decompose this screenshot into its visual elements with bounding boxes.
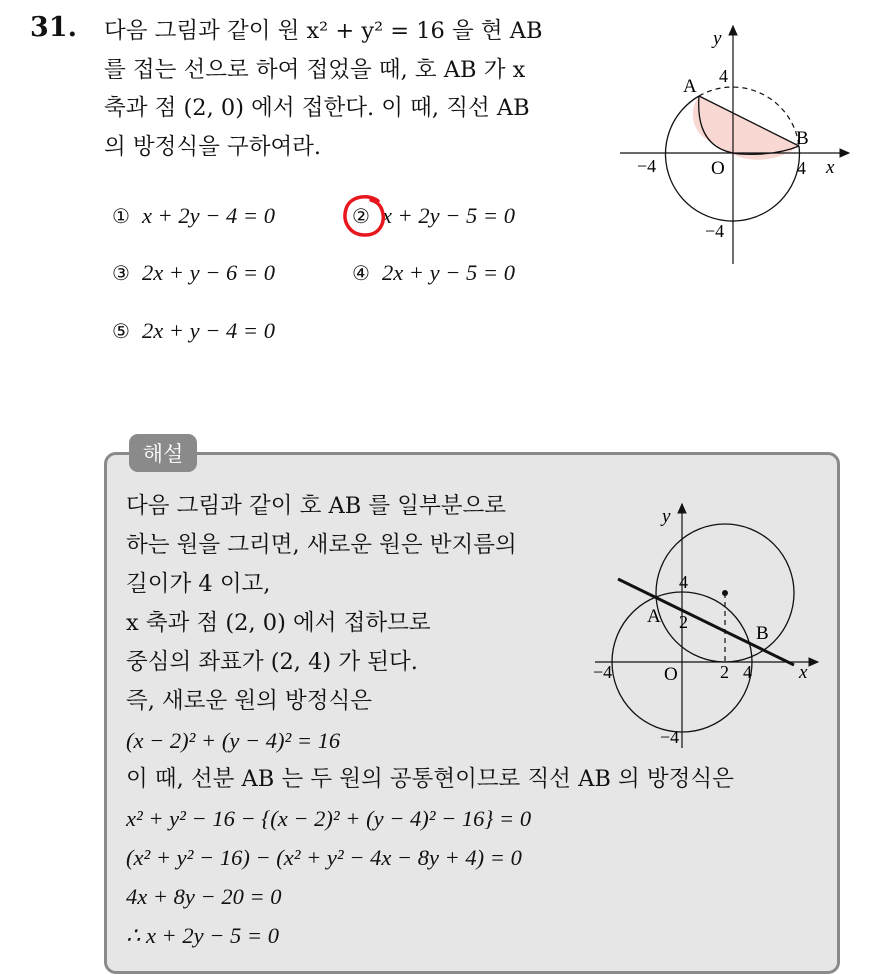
y-axis-label: y (662, 506, 671, 527)
solution-line: 중심의 좌표가 (2, 4) 가 된다. (126, 649, 418, 675)
choice-text: 2x + y − 5 = 0 (381, 260, 515, 285)
tick-neg-y: −4 (705, 221, 725, 241)
choice-3[interactable] (112, 260, 275, 286)
tick-neg-x: −4 (637, 156, 657, 176)
solution-line: 즉, 새로운 원의 방정식은 (126, 688, 372, 714)
choice-text: x + 2y − 5 = 0 (381, 203, 515, 228)
tick-neg-x: −4 (593, 662, 613, 682)
solution-line: ∴ x + 2y − 5 = 0 (126, 923, 279, 948)
choice-number: ③ (112, 261, 130, 285)
figure-folded-circle (615, 20, 860, 270)
choice-number: ⑤ (112, 319, 130, 343)
tick-pos-x: 4 (797, 158, 806, 178)
question-line: 다음 그림과 같이 원 x² + y² = 16 을 현 AB (104, 18, 543, 44)
question-line: 의 방정식을 구하여라. (104, 133, 322, 160)
line-ab (618, 579, 794, 665)
answer-mark-circle (340, 192, 390, 242)
question-stem (104, 12, 594, 166)
origin-label: O (664, 664, 678, 685)
x-axis-label: x (826, 157, 835, 178)
solution-label: 해설 (129, 434, 197, 472)
shaded-region (693, 96, 799, 160)
choice-number: ② (352, 204, 370, 228)
question-line: 축과 점 (2, 0) 에서 접한다. 이 때, 직선 AB (104, 95, 530, 121)
tick-pos-y: 4 (719, 66, 728, 86)
choice-text: 2x + y − 6 = 0 (141, 260, 275, 285)
solution-line: 4x + 8y − 20 = 0 (126, 884, 282, 909)
choice-number: ④ (352, 261, 370, 285)
choice-5[interactable] (112, 318, 275, 344)
tick-neg-y: −4 (660, 727, 680, 747)
choice-number: ① (112, 204, 130, 228)
choice-4[interactable] (352, 260, 515, 286)
point-a-label: A (647, 606, 661, 627)
choice-text: x + 2y − 4 = 0 (141, 203, 275, 228)
x-axis-label: x (799, 662, 808, 683)
question-line: 를 접는 선으로 하여 접었을 때, 호 AB 가 x (104, 56, 526, 83)
solution-line: 길이가 4 이고, (126, 571, 271, 597)
solution-line: 하는 원을 그리면, 새로운 원은 반지름의 (126, 532, 517, 558)
y-axis-label: y (713, 28, 722, 49)
question-number: 31. (30, 12, 77, 43)
origin-label: O (711, 158, 725, 179)
solution-line: x² + y² − 16 − {(x − 2)² + (y − 4)² − 16} = 0 (126, 806, 532, 831)
tick-pos-x: 4 (743, 662, 752, 682)
tick-two-x: 2 (720, 662, 729, 682)
point-b-label: B (796, 128, 809, 149)
center-dot (722, 590, 728, 596)
choice-text: 2x + y − 4 = 0 (141, 318, 275, 343)
solution-line: 다음 그림과 같이 호 AB 를 일부분으로 (126, 493, 506, 519)
figure-two-circles (590, 498, 830, 750)
solution-line: (x − 2)² + (y − 4)² = 16 (126, 728, 341, 753)
point-a-label: A (683, 76, 697, 97)
solution-line: (x² + y² − 16) − (x² + y² − 4x − 8y + 4) = 0 (126, 845, 522, 870)
choice-1[interactable] (112, 203, 275, 229)
solution-line: 이 때, 선분 AB 는 두 원의 공통현이므로 직선 AB 의 방정식은 (126, 766, 734, 792)
tick-pos-y: 4 (679, 572, 688, 592)
point-b-label: B (756, 623, 769, 644)
tick-two-y: 2 (679, 612, 688, 632)
solution-line: x 축과 점 (2, 0) 에서 접하므로 (126, 610, 431, 636)
